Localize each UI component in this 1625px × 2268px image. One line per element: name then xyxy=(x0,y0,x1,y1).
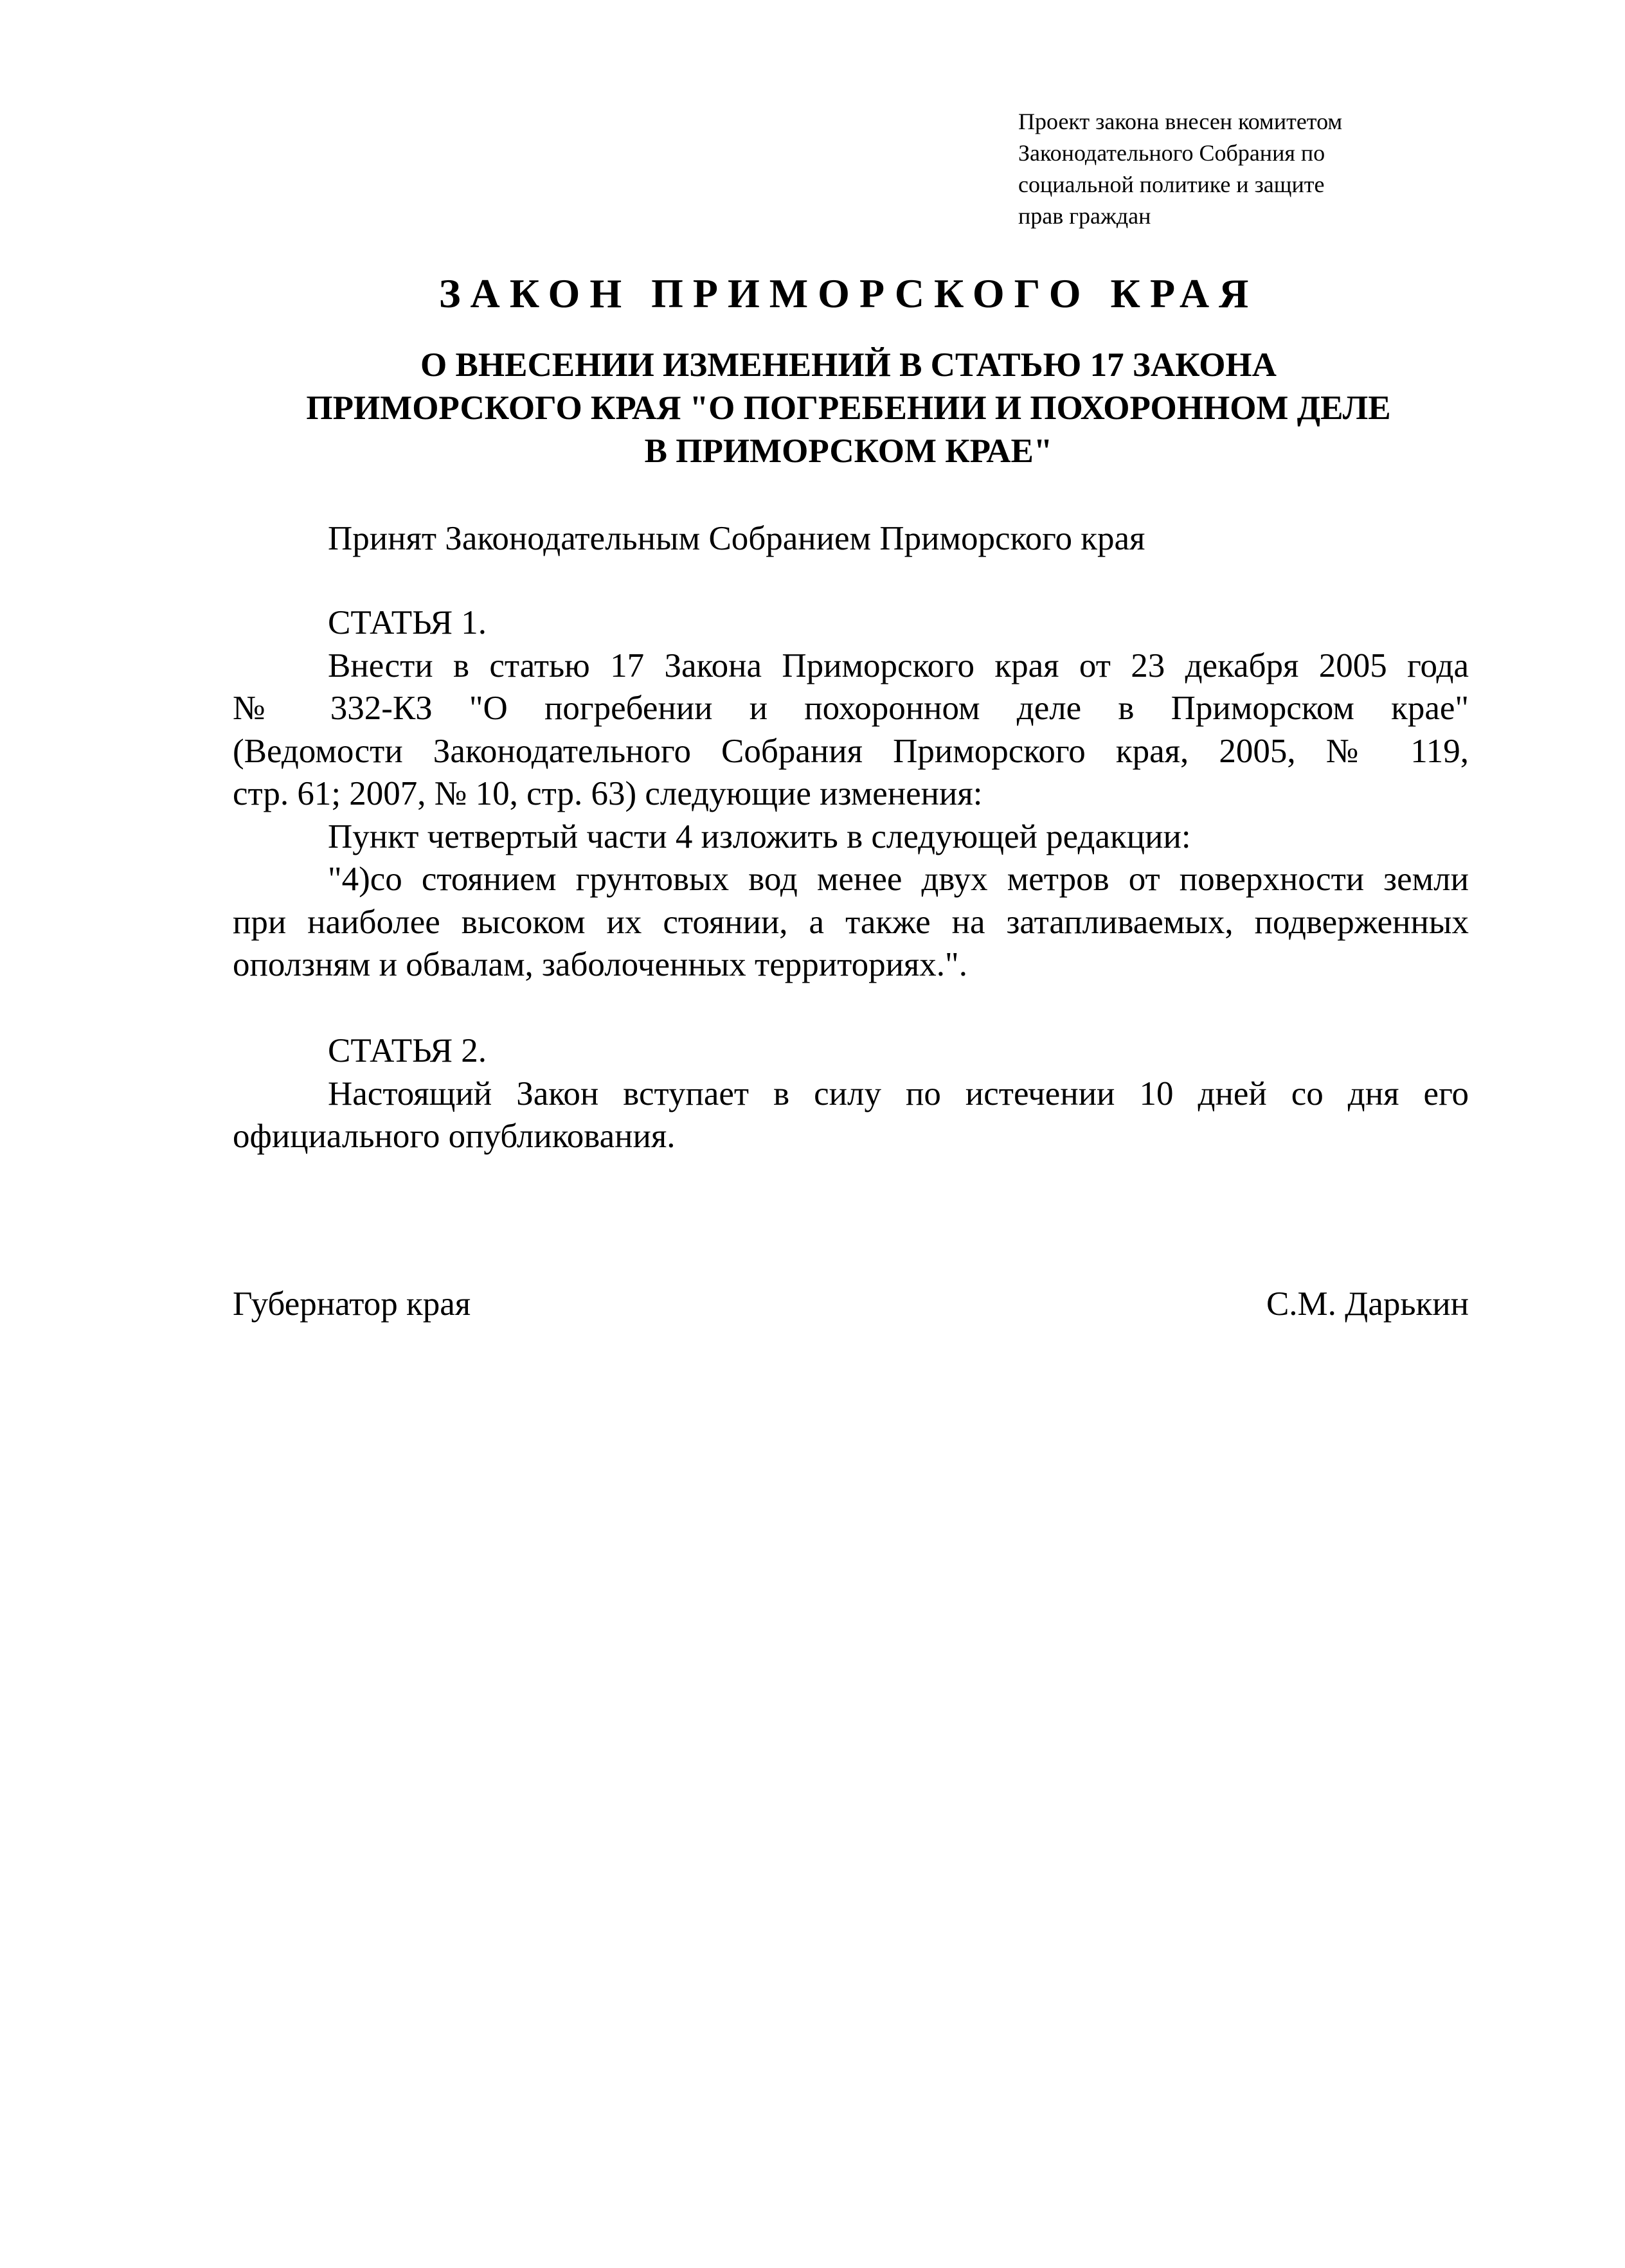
article-line: Пункт четвертый части 4 изложить в следующей редакции: xyxy=(328,817,1191,855)
committee-note xyxy=(1018,106,1342,232)
article-line: Настоящий Закон вступает в силу по истечении 10 дней со дня его xyxy=(328,1075,1469,1112)
committee-note-line: Законодательного Собрания по xyxy=(1018,140,1325,166)
article-line: оползням и обвалам, заболоченных территориях.". xyxy=(233,946,967,983)
adoption-text: Принят Законодательным Собранием Приморского края xyxy=(328,520,1145,557)
article-1 xyxy=(233,602,1469,987)
signatory-position: Губернатор края xyxy=(233,1285,471,1323)
article-line: официального опубликования. xyxy=(233,1118,676,1155)
signature-block xyxy=(233,1283,1469,1326)
subtitle-line: О ВНЕСЕНИИ ИЗМЕНЕНИЙ В СТАТЬЮ 17 ЗАКОНА xyxy=(420,346,1277,384)
subtitle-line: В ПРИМОРСКОМ КРАЕ" xyxy=(644,433,1053,470)
article-line: при наиболее высоком их стоянии, а также на затапливаемых, подверженных xyxy=(233,903,1469,941)
article-2 xyxy=(233,1030,1469,1158)
signatory-name: С.М. Дарькин xyxy=(1266,1285,1469,1323)
article-line: Внести в статью 17 Закона Приморского края от 23 декабря 2005 года xyxy=(328,647,1469,684)
article-line: № 332-КЗ "О погребении и похоронном деле в Приморском крае" xyxy=(233,690,1469,727)
subtitle-line: ПРИМОРСКОГО КРАЯ "О ПОГРЕБЕНИИ И ПОХОРОННОМ ДЕЛЕ xyxy=(306,389,1391,427)
article-heading: СТАТЬЯ 2. xyxy=(328,1032,487,1069)
article-line: стр. 61; 2007, № 10, стр. 63) следующие изменения: xyxy=(233,775,983,812)
article-line: "4)со стоянием грунтовых вод менее двух метров от поверхности земли xyxy=(328,861,1469,898)
law-title: ЗАКОН ПРИМОРСКОГО КРАЯ xyxy=(438,271,1259,316)
committee-note-line: прав граждан xyxy=(1018,203,1151,229)
article-line: (Ведомости Законодательного Собрания Приморского края, 2005, № 119, xyxy=(233,732,1469,770)
committee-note-line: Проект закона внесен комитетом xyxy=(1018,109,1343,134)
committee-note-line: социальной политике и защите xyxy=(1018,172,1325,197)
law-subtitle xyxy=(193,344,1504,473)
adoption-note xyxy=(233,517,1469,560)
article-heading: СТАТЬЯ 1. xyxy=(328,604,487,641)
